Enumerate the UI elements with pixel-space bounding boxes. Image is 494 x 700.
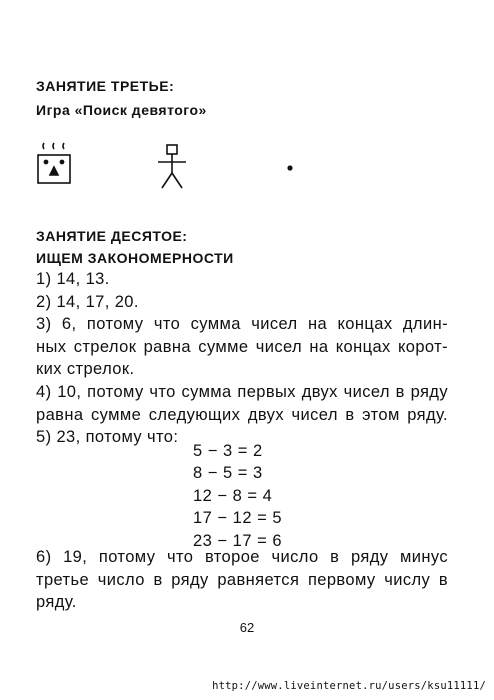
lesson-3-title: ЗАНЯТИЕ ТРЕТЬЕ: [36,78,175,94]
figures-row [30,135,330,200]
lesson-3-subtitle: Игра «Поиск девятого» [36,102,207,118]
equation: 17 − 12 = 5 [193,509,282,528]
answer-line: ряду. [36,593,77,612]
answer-line: ких стрелок. [36,360,135,379]
equations-block [193,440,282,552]
equation: 23 − 17 = 6 [193,531,282,550]
answers-block [36,268,448,449]
answer-line: 5) 23, потому что: [36,428,179,447]
answer-line: 2) 14, 17, 20. [36,292,139,311]
answer-6-block [36,546,448,614]
lesson-10-title: ЗАНЯТИЕ ДЕСЯТОЕ: [36,228,188,244]
lesson-10-subtitle: ИЩЕМ ЗАКОНОМЕРНОСТИ [36,250,234,266]
equation: 8 − 5 = 3 [193,464,263,483]
equation: 12 − 8 = 4 [193,486,273,505]
answer-line: равна сумме следующих двух чисел в этом ряду. [36,405,448,424]
window-face-icon [38,143,70,183]
answer-line: третье число в ряду равняется первому числу в [36,570,448,589]
answer-line: 4) 10, потому что сумма первых двух чисел в ряду [36,382,448,401]
equation: 5 − 3 = 2 [193,442,263,460]
answer-line: 6) 19, потому что второе число в ряду минус [36,548,448,566]
dot-icon [287,165,292,170]
page-number: 62 [239,620,255,635]
watermark-url: http://www.liveinternet.ru/users/ksu11111/ [212,680,486,692]
stick-figure-icon [158,145,186,188]
answer-line: ных стрелок равна сумме чисел на концах корот- [36,337,448,356]
answer-line: 3) 6, потому что сумма чисел на концах длин- [36,315,448,334]
answer-line: 1) 14, 13. [36,270,110,288]
